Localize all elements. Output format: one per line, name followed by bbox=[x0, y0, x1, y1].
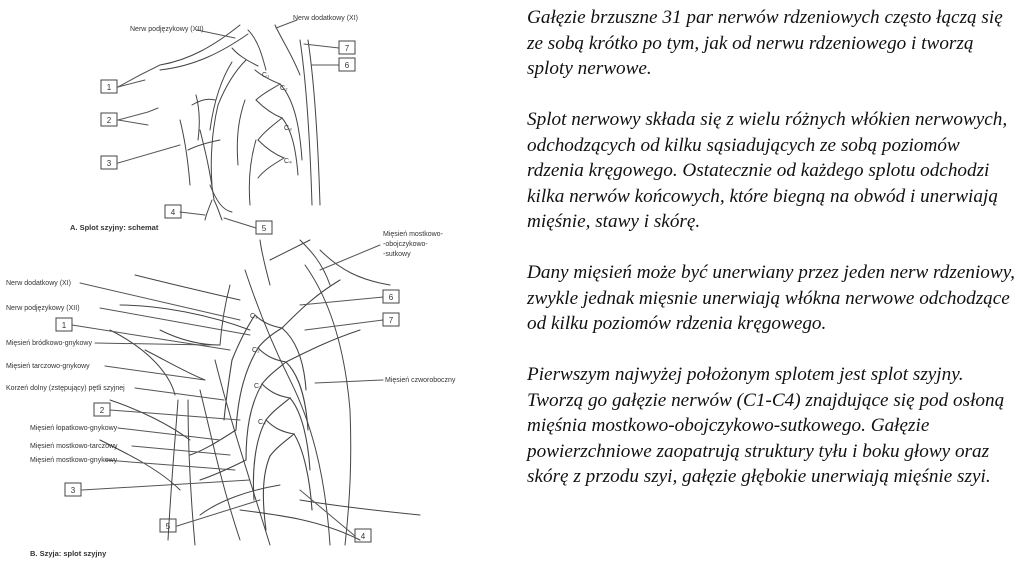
caption-a: A. Splot szyjny: schemat bbox=[70, 223, 159, 232]
label-b-muscle-omohyoid: Mięsień łopatkowo-gnykowy bbox=[30, 425, 118, 432]
number-a-7: 7 bbox=[344, 44, 350, 53]
label-b-nerve-accessory: Nerw dodatkowy (XI) bbox=[6, 280, 71, 287]
label-b-muscle-geniohyoid: Mięsień bródkowo-gnykowy bbox=[6, 340, 92, 347]
number-a-2: 2 bbox=[106, 116, 112, 125]
label-b-muscle-sternothyroid: Mięsień mostkowo-tarczowy bbox=[30, 443, 118, 450]
label-b-nerve-hypoglossal: Nerw podjęzykowy (XII) bbox=[6, 305, 80, 312]
diagram-b-numbers bbox=[62, 293, 394, 541]
diagram-b-outline bbox=[100, 240, 420, 545]
number-b-6: 6 bbox=[388, 293, 394, 302]
paragraph-muscle-innervation: Dany mięsień może być unerwiany przez jeden nerw rdzeniowy, zwykle jednak mięsnie unerwiają włókna nerwowe odchodzące od kilku poziomów rdzenia kręgowego. bbox=[527, 262, 1015, 334]
label-b-muscle-scm-2: -obojczykowo- bbox=[383, 241, 428, 248]
label-b-muscle-scm-1: Mięsień mostkowo- bbox=[383, 231, 443, 238]
caption-b: B. Szyja: splot szyjny bbox=[30, 549, 107, 558]
number-a-3: 3 bbox=[106, 159, 112, 168]
label-b-c1: C₁ bbox=[250, 313, 258, 320]
label-a-c2: C₂ bbox=[280, 85, 288, 92]
label-b-c3: C₃ bbox=[254, 383, 262, 390]
diagram-a-nerves bbox=[160, 25, 320, 220]
number-a-1: 1 bbox=[106, 83, 112, 92]
diagram-b-plexus bbox=[190, 280, 360, 530]
number-a-6: 6 bbox=[344, 61, 350, 70]
number-a-5: 5 bbox=[261, 224, 267, 233]
label-a-c1: C₁ bbox=[262, 72, 270, 79]
label-a-nerve-hypoglossal: Nerw podjęzykowy (XII) bbox=[130, 26, 204, 33]
paragraph-cervical-plexus: Pierwszym najwyżej położonym splotem jest splot szyjny. Tworzą go gałęzie nerwów (C1-C4) znajdujące się pod osłoną mięśnia mostkowo-obojczykowo-sutkowego. Gałęzie powierzchniowe zaopatrują struktury tyłu i boku głowy oraz skórę z przodu szyi, gałęzie głębokie unerwiają mięśnie szyi. bbox=[527, 364, 1005, 487]
diagram-a-leaders bbox=[118, 20, 339, 228]
number-b-4: 4 bbox=[360, 532, 366, 541]
label-b-muscle-scm-3: -sutkowy bbox=[383, 251, 411, 258]
label-b-muscle-thyrohyoid: Mięsień tarczowo-gnykowy bbox=[6, 363, 90, 370]
paragraph-plexus-definition: Splot nerwowy składa się z wielu różnych włókien nerwowych, odchodzących od kilku sąsiadujących ze sobą poziomów rdzenia kręgowego. Ostatecznie od każdego splotu odchodzi kilka nerwów końcowych, które biegną na obwód i unerwiają mięśnie, stawy i skórę. bbox=[527, 109, 1008, 232]
label-b-c4: C₄ bbox=[258, 419, 266, 426]
number-b-5: 5 bbox=[165, 522, 171, 531]
label-a-c3: C₃ bbox=[284, 125, 292, 132]
number-b-1: 1 bbox=[61, 321, 67, 330]
number-a-4: 4 bbox=[170, 208, 176, 217]
label-a-c4: C₄ bbox=[284, 158, 292, 165]
paragraph-branches: Gałęzie brzuszne 31 par nerwów rdzeniowych często łączą się ze sobą krótko po tym, jak od nerwu rdzeniowego i tworzą sploty nerwowe. bbox=[527, 7, 1003, 79]
number-b-2: 2 bbox=[99, 406, 105, 415]
diagram-a-numbers bbox=[107, 44, 350, 233]
label-b-ansa-root: Korzeń dolny (zstępujący) pętli szyjnej bbox=[6, 385, 125, 392]
label-b-muscle-sternohyoid: Mięsień mostkowo-gnykowy bbox=[30, 457, 118, 464]
number-b-7: 7 bbox=[388, 316, 394, 325]
label-b-c2: C₂ bbox=[252, 347, 260, 354]
label-b-muscle-trapezius: Mięsień czworoboczny bbox=[385, 377, 456, 384]
description-text bbox=[527, 5, 1015, 490]
label-a-nerve-accessory: Nerw dodatkowy (XI) bbox=[293, 15, 358, 22]
number-b-3: 3 bbox=[70, 486, 76, 495]
diagram-b-number-boxes bbox=[56, 290, 399, 542]
